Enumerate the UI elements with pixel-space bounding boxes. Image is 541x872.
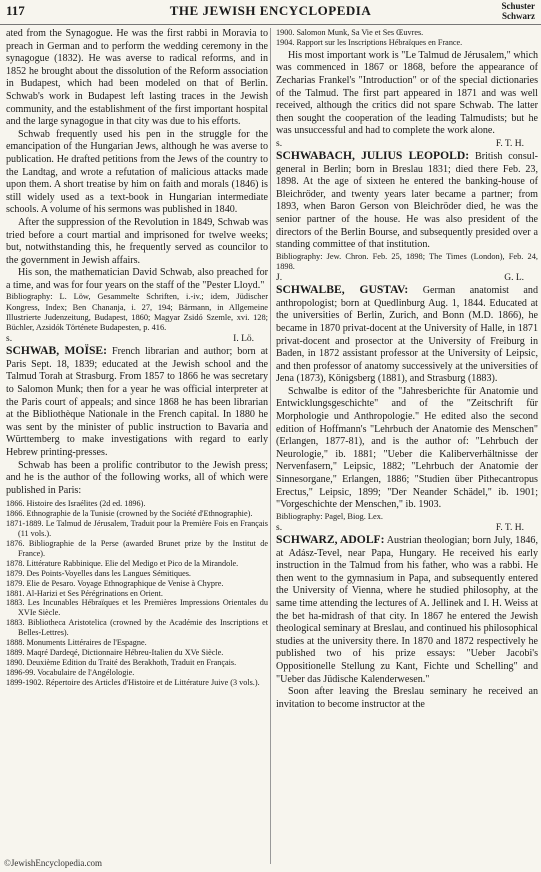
- entry-heading: SCHWARZ, ADOLF:: [276, 533, 385, 547]
- list-item: 1879. Des Points-Voyelles dans les Langues Sémitiques.: [6, 568, 191, 578]
- entry-text: French librarian and author; born at Paris Sept. 18, 1839; educated at the Jewish school and the Talmud Torah at Strasburg. From 1857 to 1866 he was secretary to Salomon Munk; then for a year he was official interpreter at the Paris court of appeals; and since 1868 he has been librarian at the Bibliothèque Nationale in the French capital. In 1880 he was sent by the minister of public instruction to Bavaria and Württemberg to make investigations with regard to early Hebrew printing-presses.: [6, 346, 268, 459]
- list-item: 1883. Bibliotheca Aristotelica (crowned by the Académie des Inscriptions et Belles-Lettres).: [6, 618, 268, 638]
- list-item: 1866. Histoire des Israélites (2d ed. 1896).: [6, 499, 146, 509]
- bibliography: Bibliography: Jew. Chron. Feb. 25, 1898; The Times (London), Feb. 24, 1898.: [276, 251, 538, 271]
- paragraph: His son, the mathematician David Schwab, also preached for a time, and was for four years on the staff of the "Pester Lloyd.": [6, 267, 268, 291]
- list-item: 1881. Al-Harizi et Ses Pérégrinations en Orient.: [6, 588, 163, 598]
- paragraph: Schwalbe is editor of the "Jahresberichte für Anatomie und Entwicklungsgeschichte" and of the "Zeitschrift für Morphologie und Anthropologie." He edited also the second edition of Hoffmann's "Lehrbuch der Anatomie des Menschen" (Erlangen, 1877-81), and is the author of: "Lehrbuch der Neurologie," ib. 1881; "Ueber die Kaliberverhältnisse der Nervenfasern," Leipsic, 1882; "Lehrbuch der Anatomie der Sinnesorgane," Erlangen, 1886; "Studien über Pithecantropus Erectus," Leipsic, 1899; "Der Neander Schädel," ib. 1901; "Vorgeschichte der Menschen," ib. 1903.: [276, 385, 538, 511]
- entry-text: German anatomist and anthropologist; born at Quedlinburg Aug. 1, 1844. Educated at the universities of Berlin, Zurich, and Bonn (M.D. 1866), he became in 1870 privat-docent at the University of Halle, in 1871 privat-docent and prosector at the University of Freiburg in Baden, in 1872 assistant professor at the University of Leipsic, and then professor of anatomy successively at the universities of Jena (1873), Königsberg (1881), and Strasburg (1883).: [276, 285, 538, 385]
- list-item: 1890. Deuxième Edition du Traité des Berakhoth, Traduit en Français.: [6, 657, 237, 667]
- paragraph: ated from the Synagogue. He was the first rabbi in Moravia to preach in German and to perform the wedding ceremony in the synagogue (1832). He was averse to radical reforms, and in 1852 he brought about the dissolution of the Reform association in Budapest, which had been modeled on that of Berlin. Schwab's work in Budapest left lasting traces in the Jewish community, and the establishment of the first important hospital and the large synagogue in that city was due to his efforts.: [6, 28, 268, 128]
- signature-mark: s.: [276, 523, 283, 534]
- works-list: [6, 499, 268, 687]
- list-item: 1871-1889. Le Talmud de Jérusalem, Traduit pour la Première Fois en Français (11 vols.).: [6, 519, 268, 539]
- column-divider: [270, 28, 271, 864]
- right-column: [276, 28, 538, 864]
- entry-heading: SCHWAB, MOÏSE:: [6, 344, 108, 358]
- page-number: 117: [6, 3, 25, 18]
- signature-author: G. L.: [504, 273, 524, 284]
- bibliography: Bibliography: Pagel, Biog. Lex.: [276, 511, 384, 521]
- entry-text: British consul-general in Berlin; born in Breslau 1831; died there Feb. 23, 1898. At the age of sixteen he entered the banking-house of Bleichröder, and twenty years later became a partner; from 1893, when Baron Gerson von Bleichröder died, he was the senior partner of the house. He was also president of the directors of the Berlin Bourse, and subsequently presided over a standing committee of that institution.: [276, 150, 538, 251]
- signature-author: F. T. H.: [495, 138, 524, 149]
- entry-schwabach: [276, 150, 538, 252]
- signature-mark: s.: [6, 334, 13, 345]
- signature-author: I. Lö.: [233, 334, 254, 345]
- guide-word-bottom: Schwarz: [502, 11, 535, 21]
- entry-schwab-moise: [6, 345, 268, 459]
- list-item: 1896-99. Vocabulaire de l'Angélologie.: [6, 667, 135, 677]
- paragraph: After the suppression of the Revolution in 1849, Schwab was tried before a court martial and imprisoned for twelve weeks; but, notwithstanding this, he frequently served as councilor to the government in Jewish affairs.: [6, 216, 268, 266]
- list-item: 1904. Rapport sur les Inscriptions Hébraïques en France.: [276, 37, 463, 47]
- list-item: 1889. Maqré Dardeqé, Dictionnaire Hébreu-Italien du XVe Siècle.: [6, 648, 224, 657]
- list-item: 1900. Salomon Munk, Sa Vie et Ses Œuvres.: [276, 28, 424, 37]
- running-title: THE JEWISH ENCYCLOPEDIA: [169, 3, 372, 18]
- entry-schwarz: [276, 534, 538, 686]
- paragraph: His most important work is "Le Talmud de Jérusalem," which was commenced in 1867 or 1868, before the appearance of Zecharias Frankel's "Introduction" or of the special dictionaries of the Talmud. The first part appeared in 1871 and was well received, although the critics did not spare Schwab. The latter then sought the cooperation of the leading Talmudists; but he was unsuccessful and had to complete the work alone.: [276, 49, 538, 137]
- guide-words: [502, 1, 536, 21]
- page-header: [0, 0, 541, 25]
- bibliography: Bibliography: L. Löw, Gesammelte Schriften, i.-iv.; idem, Jüdischer Kongress, Index; Ben Chananja, i. 27, 194; Bärmann, in Allgemeine Illustrierte Judenzeitung, Budapest, 1860; Magyar Zsidó Szemle, xvi. 128; Büchler, Azsidók Története Budapesten, p. 416.: [6, 292, 268, 333]
- list-item: 1888. Monuments Littéraires de l'Espagne.: [6, 638, 147, 648]
- list-item: 1878. Littérature Rabbinique. Elie del Medigo et Pico de la Mirandole.: [6, 558, 239, 568]
- paragraph: Schwab has been a prolific contributor to the Jewish press; and he is the author of the following works, all of which were published in Paris:: [6, 459, 268, 496]
- list-item: 1899-1902. Répertoire des Articles d'Histoire et de Littérature Juive (3 vols.).: [6, 677, 260, 687]
- signature-author: F. T. H.: [495, 523, 524, 534]
- list-item: 1876. Bibliographie de la Perse (awarded Brunet prize by the Institut de France).: [6, 539, 268, 558]
- copyright-footer: ©JewishEncyclopedia.com: [4, 858, 103, 868]
- list-item: 1883. Les Incunables Hébraïques et les Premières Impressions Orientales du XVIe Siècle.: [6, 598, 268, 618]
- entry-heading: SCHWALBE, GUSTAV:: [276, 283, 409, 297]
- list-item: 1879. Elie de Pesaro. Voyage Ethnographique de Venise à Chypre.: [6, 578, 224, 588]
- works-list-continued: [276, 28, 538, 48]
- signature-mark: s.: [276, 138, 283, 149]
- left-column: [6, 28, 268, 864]
- entry-heading: SCHWABACH, JULIUS LEOPOLD:: [276, 148, 470, 162]
- paragraph: Soon after leaving the Breslau seminary he received an invitation to become instructor at the: [276, 686, 538, 710]
- paragraph: Schwab frequently used his pen in the struggle for the emancipation of the Hungarian Jews, although he was averse to publication. He drafted petitions from the Jews of the country to the Landtag, and wrote a refutation of malicious attacks made upon them. A short treatise by him on faith and morals (1846) is still widely used as a text-book in Hungarian intermediate schools. A volume of his sermons was published in 1840.: [6, 128, 268, 216]
- guide-word-top: Schuster: [501, 1, 535, 11]
- entry-schwalbe: [276, 284, 538, 386]
- entry-text: Austrian theologian; born July, 1846, at Adász-Tevel, near Papa, Hungary. He received his early instruction in the Talmud from his father, who was a rabbi. He then went to the gymnasium in Papa, and subsequently entered the University of Vienna, where he studied philosophy, at the same time attending the lectures of A. Jellinek and I. H. Weiss at the bet ha-midrash of that city. In 1867 he entered the Jewish theological seminary at Breslau, and continued his philosophical studies at the university there. In 1870 and 1872 respectively he published two of his prize essays: "Ueber Jacobi's Oppositionelle Stellung zu Kant, Fichte und Schelling" and "Ueber das Jüdische Kalenderwesen.": [276, 535, 538, 685]
- list-item: 1866. Ethnographie de la Tunisie (crowned by the Société d'Ethnographie).: [6, 509, 253, 519]
- signature-mark: J.: [276, 273, 283, 284]
